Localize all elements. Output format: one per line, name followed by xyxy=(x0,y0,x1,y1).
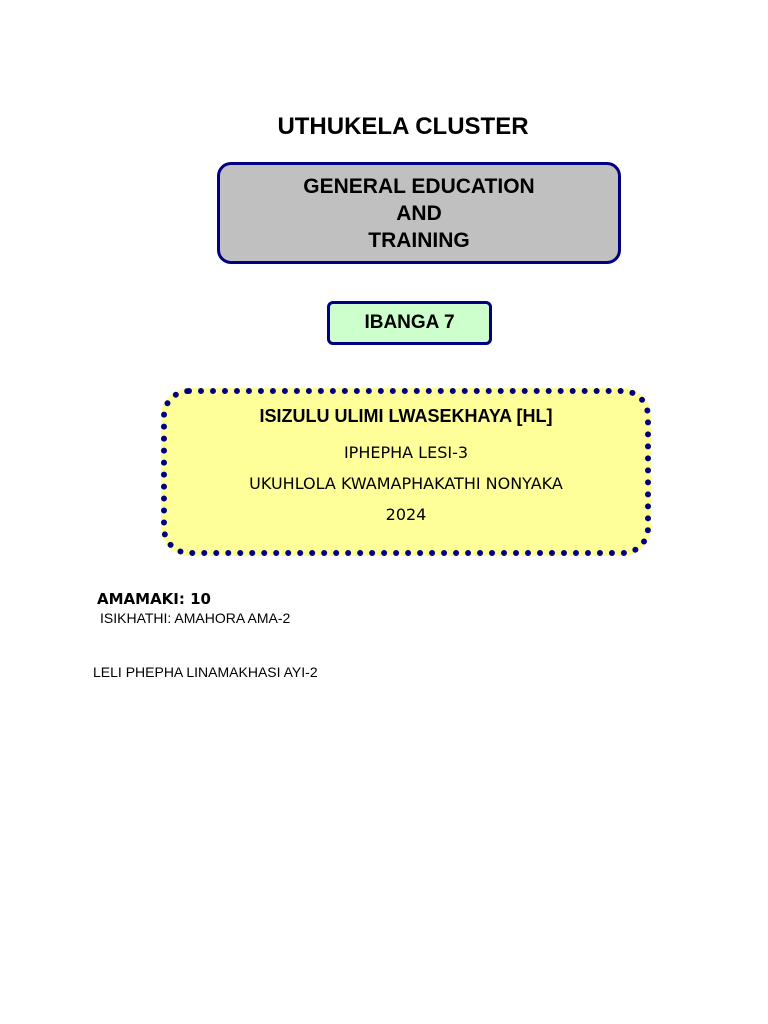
subject-title: ISIZULU ULIMI LWASEKHAYA [HL] xyxy=(259,406,553,426)
exam-name: UKUHLOLA KWAMAPHAKATHI NONYAKA xyxy=(249,474,563,493)
grade-box xyxy=(327,301,492,345)
grade-label: IBANGA 7 xyxy=(364,312,455,333)
cluster-title: UTHUKELA CLUSTER xyxy=(277,113,529,140)
page-count-note: LELI PHEPHA LINAMAKHASI AYI-2 xyxy=(93,664,318,680)
exam-duration: ISIKHATHI: AMAHORA AMA-2 xyxy=(100,610,291,626)
exam-year: 2024 xyxy=(385,505,427,524)
subject-box xyxy=(161,388,651,556)
total-marks: AMAMAKI: 10 xyxy=(97,590,211,608)
paper-number: IPHEPHA LESI-3 xyxy=(343,443,469,462)
phase-box xyxy=(217,162,621,264)
phase-line-2: AND xyxy=(396,201,442,225)
phase-line-3: TRAINING xyxy=(368,228,470,252)
phase-line-1: GENERAL EDUCATION xyxy=(303,174,535,198)
